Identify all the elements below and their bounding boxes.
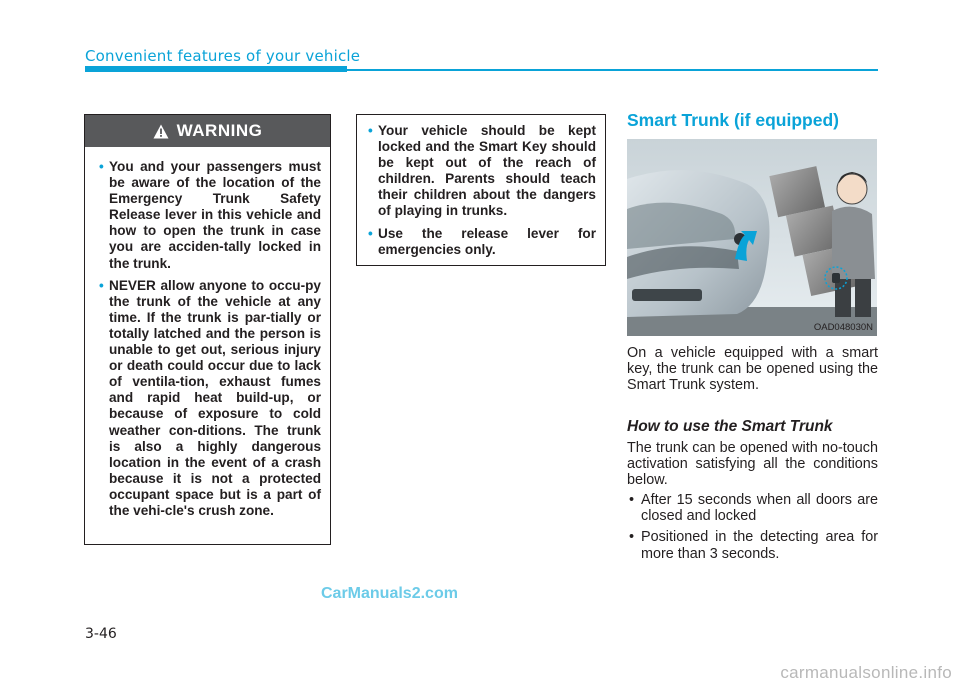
list-item: • Your vehicle should be kept locked and the Smart Key should be kept out of the reach of children. Parents should teach their children about the dangers of playing in trunks. <box>368 123 596 219</box>
warning-list <box>85 147 330 519</box>
warning-continued-list <box>368 123 596 258</box>
bullet-icon: • <box>368 225 373 241</box>
warning-box <box>84 114 331 545</box>
header-rule <box>347 69 878 71</box>
list-item: • NEVER allow anyone to occu-py the trunk of the vehicle at any time. If the trunk is par-tially or totally latched and the person is unable to get out, serious injury or death could occur due to lack of ventila-tion, exhaust fumes and rapid heat build-up, or because of exposure to cold weather con-ditions. The trunk is also a highly dangerous location in the event of a crash because it is not a protected occupant space but is a part of the vehi-cle's crush zone. <box>99 277 321 518</box>
bullet-icon: • <box>99 277 104 293</box>
list-item: • Positioned in the detecting area for more than 3 seconds. <box>629 529 878 562</box>
intro-paragraph: On a vehicle equipped with a smart key, the trunk can be opened using the Smart Trunk system. <box>627 345 878 394</box>
conditions-list <box>627 492 878 567</box>
list-item: • After 15 seconds when all doors are closed and locked <box>629 492 878 525</box>
bullet-icon: • <box>99 159 104 174</box>
warning-label: WARNING <box>176 121 263 140</box>
car-trunk-illustration-icon <box>627 139 877 336</box>
list-item: • Use the release lever for emergencies only. <box>368 225 596 257</box>
bullet-icon: • <box>629 492 635 508</box>
header-rule-accent <box>85 66 347 72</box>
footer-site-watermark: carmanualsonline.info <box>780 663 952 682</box>
warning-continued-box <box>356 114 606 266</box>
watermark-link[interactable]: CarManuals2.com <box>321 585 458 602</box>
warning-header <box>85 115 330 147</box>
smart-trunk-illustration <box>627 139 877 336</box>
warning-triangle-icon <box>153 124 169 139</box>
list-item: • You and your passengers must be aware of the location of the Emergency Trunk Safety Release lever in this vehicle and how to open the trunk in case you are acciden-tally locked in the trunk. <box>99 159 321 271</box>
figure-code: OAD048030N <box>813 322 873 333</box>
how-to-subheading: How to use the Smart Trunk <box>627 418 833 435</box>
bullet-icon: • <box>629 529 635 546</box>
bullet-icon: • <box>368 123 373 138</box>
section-header-title: Convenient features of your vehicle <box>85 47 361 65</box>
body-paragraph: The trunk can be opened with no-touch activation satisfying all the conditions below. <box>627 440 878 489</box>
page-number: 3-46 <box>85 626 117 642</box>
smart-trunk-title: Smart Trunk (if equipped) <box>627 110 839 130</box>
